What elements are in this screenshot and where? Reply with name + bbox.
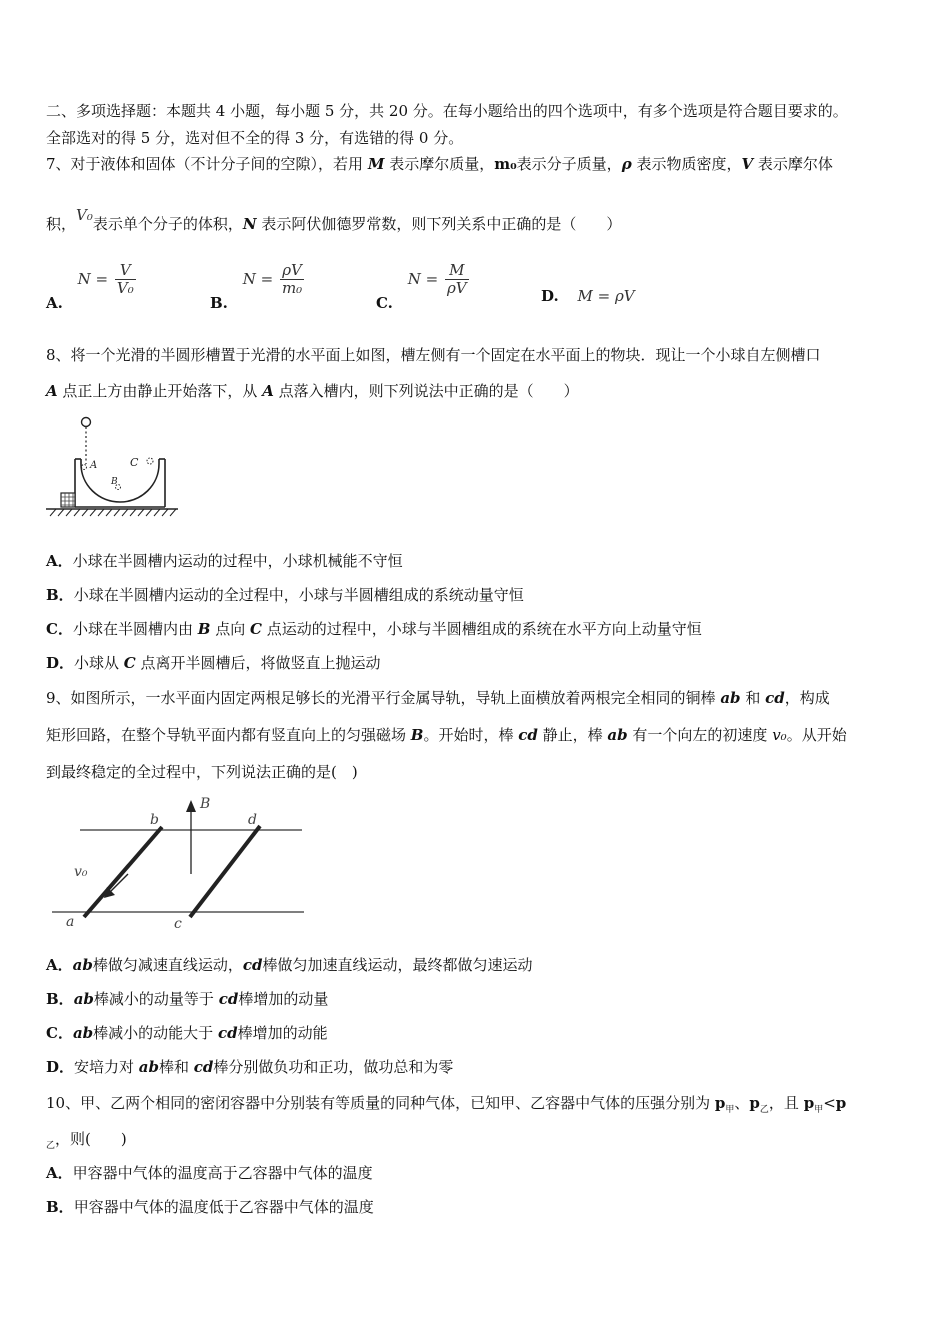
q7-option-b[interactable]: B. N = $\frac{\rho V}{\text{m₀}}$ — [210, 261, 303, 312]
q7-option-c[interactable]: C. N = $\frac{M}{\rho V}$ — [376, 261, 467, 312]
q8-label-a: A — [90, 460, 98, 471]
q8-label-b: B — [111, 477, 118, 487]
q8-stem-line2: A 点正上方由静止开始落下，从 A 点落入槽内，则下列说法中正确的是（ ） — [46, 382, 579, 400]
q7-stem-line1: 7、对于液体和固体（不计分子间的空隙），若用 M 表示摩尔质量，m₀表示分子质量，ρ 表示物质密度，V 表示摩尔体 — [46, 155, 833, 173]
q9-label-b: b — [150, 812, 159, 828]
q10-stem-line1: 10、甲、乙两个相同的密闭容器中分别装有等质量的同种气体，已知甲、乙容器中气体的压强分别为 $p_甲$、$p_乙$，且 $p_甲<p$ — [46, 1094, 847, 1115]
q9-label-a: a — [66, 914, 75, 930]
q7-option-a[interactable]: A. N = $\frac{V}{\text{V₀}}$ — [46, 261, 134, 312]
q9-figure-rails — [50, 792, 310, 932]
q9-option-c[interactable]: C．ab棒减小的动能大于 cd棒增加的动能 — [46, 1024, 328, 1042]
q9-label-v0: v₀ — [74, 864, 88, 880]
q8-option-c[interactable]: C．小球在半圆槽内由 B 点向 C 点运动的过程中，小球与半圆槽组成的系统在水平方向上动量守恒 — [46, 620, 702, 638]
section-heading: 二、多项选择题：本题共 4 小题，每小题 5 分，共 20 分。在每小题给出的四个选项中，有多个选项是符合题目要求的。 — [46, 102, 848, 120]
q9-stem-line3: 到最终稳定的全过程中，下列说法正确的是( ) — [46, 763, 358, 781]
q9-label-c: c — [174, 916, 182, 932]
q9-option-d[interactable]: D．安培力对 ab棒和 cd棒分别做负功和正功，做功总和为零 — [46, 1058, 454, 1076]
q9-stem-line2: 矩形回路，在整个导轨平面内都有竖直向上的匀强磁场 B。开始时，棒 cd 静止，棒 ab 有一个向左的初速度 v₀。从开始 — [46, 726, 847, 744]
q10-stem-line2: $_乙$，则( ) — [46, 1130, 127, 1151]
q8-label-c: C — [130, 456, 139, 469]
q8-option-b[interactable]: B．小球在半圆槽内运动的全过程中，小球与半圆槽组成的系统动量守恒 — [46, 586, 524, 604]
q10-option-a[interactable]: A．甲容器中气体的温度高于乙容器中气体的温度 — [46, 1164, 373, 1182]
q7-stem-line2: 积，V₀表示单个分子的体积，N 表示阿伏伽德罗常数，则下列关系中正确的是（ ） — [46, 206, 622, 233]
q10-option-b[interactable]: B．甲容器中气体的温度低于乙容器中气体的温度 — [46, 1198, 374, 1216]
q9-stem-line1: 9、如图所示，一水平面内固定两根足够长的光滑平行金属导轨，导轨上面横放着两根完全相同的铜棒 ab 和 cd，构成 — [46, 689, 830, 707]
q9-option-b[interactable]: B．ab棒减小的动量等于 cd棒增加的动量 — [46, 990, 329, 1008]
q8-option-a[interactable]: A．小球在半圆槽内运动的过程中，小球机械能不守恒 — [46, 552, 403, 570]
q8-figure-half-pipe — [44, 412, 184, 520]
q7-option-d[interactable]: D. M = ρV — [541, 287, 635, 305]
q9-label-d: d — [248, 812, 257, 828]
q9-label-b-field: B — [200, 796, 211, 812]
q9-option-a[interactable]: A．ab棒做匀减速直线运动，cd棒做匀加速直线运动，最终都做匀速运动 — [46, 956, 533, 974]
section-scoring-note: 全部选对的得 5 分，选对但不全的得 3 分，有选错的得 0 分。 — [46, 129, 464, 147]
q8-option-d[interactable]: D．小球从 C 点离开半圆槽后，将做竖直上抛运动 — [46, 654, 381, 672]
q8-stem-line1: 8、将一个光滑的半圆形槽置于光滑的水平面上如图，槽左侧有一个固定在水平面上的物块．现让一个小球自左侧槽口 — [46, 346, 821, 364]
